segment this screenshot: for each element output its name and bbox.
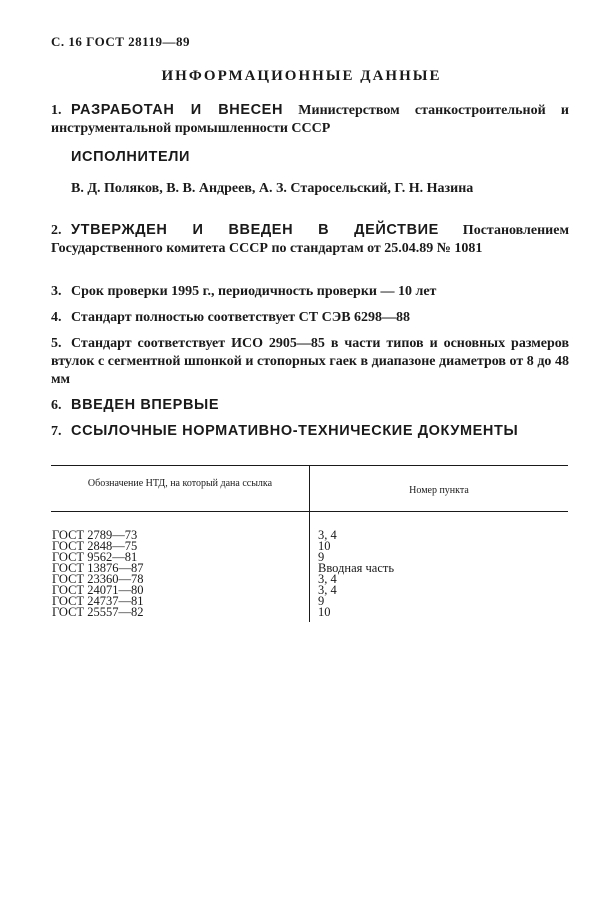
table-header-document: Обозначение НТД, на который дана ссылка [87, 478, 273, 489]
table-cell-doc: ГОСТ 23360—78 [52, 572, 144, 586]
item-5: 5. Стандарт соответствует ИСО 2905—85 в части типов и основных размеров втулок с сегментной шпонкой и стопорных гаек в диапазоне диаметров от 8 до 48 мм [51, 336, 569, 387]
item-number: 1. [51, 103, 62, 118]
executors-list: В. Д. Поляков, В. В. Андреев, А. З. Старосельский, Г. Н. Назина [71, 181, 474, 196]
item-1 [51, 101, 569, 138]
item-2 [51, 221, 569, 258]
page-header: С. 16 ГОСТ 28119—89 [51, 34, 190, 49]
page-title: ИНФОРМАЦИОННЫЕ ДАННЫЕ [161, 68, 442, 84]
item-3: 3. Срок проверки 1995 г., периодичность проверки — 10 лет [51, 284, 437, 299]
table-cell-clause: 9 [318, 550, 325, 564]
table-cell-clause: 10 [318, 605, 331, 619]
table-cell-doc: ГОСТ 24071—80 [52, 583, 144, 597]
item-6: 6. ВВЕДЕН ВПЕРВЫЕ [51, 397, 220, 413]
table-cell-doc: ГОСТ 2848—75 [52, 539, 138, 553]
item-text: Министерством станкостроительной и инструментальной промышленности СССР [51, 103, 570, 136]
item-4: 4. Стандарт полностью соответствует СТ СЭВ 6298—88 [51, 310, 411, 325]
executors-heading: ИСПОЛНИТЕЛИ [71, 149, 191, 165]
item-lead: УТВЕРЖДЕН И ВВЕДЕН В ДЕЙСТВИЕ [71, 222, 439, 238]
table-cell-doc: ГОСТ 9562—81 [52, 550, 138, 564]
table-cell-clause: Вводная часть [318, 561, 395, 575]
table-header-clause: Номер пункта [409, 485, 469, 496]
item-lead: РАЗРАБОТАН И ВНЕСЕН [71, 102, 284, 118]
table-cell-clause: 10 [318, 539, 331, 553]
table-cell-doc: ГОСТ 2789—73 [52, 528, 138, 542]
table-cell-clause: 3, 4 [318, 572, 337, 586]
table-cell-clause: 3, 4 [318, 583, 337, 597]
table-cell-doc: ГОСТ 13876—87 [52, 561, 144, 575]
item-text: Постановлением Государственного комитета СССР по стандартам от 25.04.89 № 1081 [51, 223, 570, 256]
table-cell-clause: 9 [318, 594, 325, 608]
table-header-rule [51, 511, 568, 512]
item-7: 7. ССЫЛОЧНЫЕ НОРМАТИВНО-ТЕХНИЧЕСКИЕ ДОКУМЕНТЫ [51, 423, 519, 439]
item-number: 2. [51, 223, 62, 238]
table-cell-doc: ГОСТ 25557—82 [52, 605, 144, 619]
table-cell-clause: 3, 4 [318, 528, 337, 542]
table-cell-doc: ГОСТ 24737—81 [52, 594, 144, 608]
